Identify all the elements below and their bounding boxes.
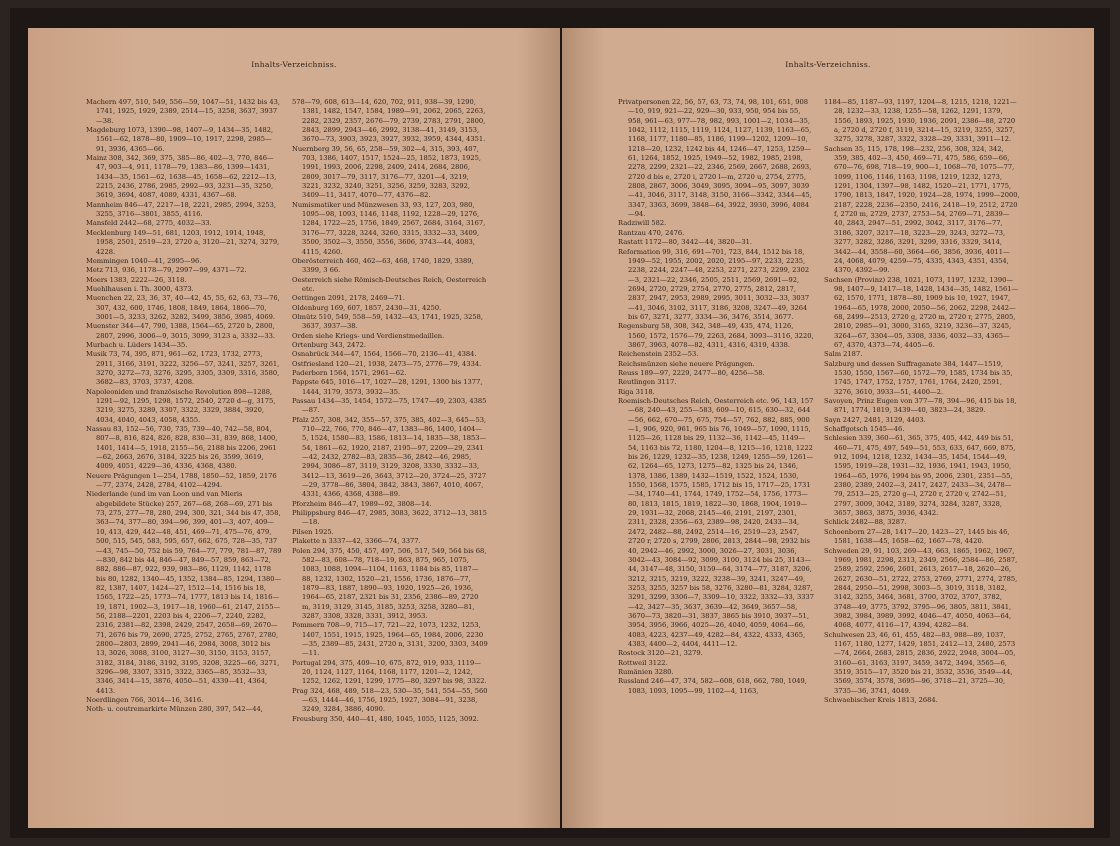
index-entry: Schlesien 339, 360—61, 365, 375, 405, 442, 449 bis 51, 460—71, 475, 497, 549—51, 553, 633, 647, 669, 875, 912, 1094, 1218, 1232, 1434—35, 1454, 1544—49, 1595, 1919—28, 1931—32, 1936, 1941, 1943, 1950, 1964—65, 1976, 1994 bis 95, 2006, 2301, 2351—55, 2380, 2389, 2402—3, 2417, 2427, 2433—34, 2478—79, 2513—25, 2720 g—l, 2720 r, 2720 v, 2742—51, 2797, 3009, 3042, 3189, 3274, 3284, 3287, 3328, 3657, 3863, 3875, 3936, 4342. — [824, 434, 1016, 518]
index-entry: Schulwesen 23, 46, 61, 455, 482—83, 988—89, 1037, 1167, 1180, 1277, 1429, 1851, 2412—13, 2480, 2573—74, 2664, 2683, 2815, 2836, 2922, 2948, 3004—05, 3160—61, 3163, 3197, 3459, 3472, 3494, 3565—6, 3519, 3515—17, 3520 bis 21, 3532, 3536, 3549—44, 3569, 3574, 3578, 3695—96, 3718—21, 3725—30, 3735—36, 3741, 4049. — [824, 630, 1016, 695]
index-entry: Napoleoniden und französische Revolution 898—1288, 1291—92, 1295, 1298, 1572, 2540, 2720 d—g, 3175, 3219, 3275, 3289, 3307, 3322, 3329, 3884, 3920, 4034, 4040, 4043, 4058, 4355. — [86, 387, 276, 424]
index-entry: Olmütz 510, 549, 558—59, 1432—43, 1741, 1925, 3258, 3637, 3937—38. — [292, 312, 484, 331]
right-page-column-1 — [618, 98, 814, 696]
index-entry: Musik 73, 74, 395, 871, 961—62, 1723, 1732, 2773, 2911, 3166, 3191, 3222, 3256—57, 3241, 3257, 3261, 3270, 3272—73, 3276, 3295, 3305, 3309, 3316, 3580, 3682—83, 3703, 3737, 4208. — [86, 350, 280, 387]
index-entry: Passau 1434—35, 1454, 1572—75, 1747—49, 2303, 4385—87. — [292, 397, 487, 415]
index-entry: Reichenstein 2352—53. — [618, 350, 699, 359]
left-page-column-1 — [86, 98, 282, 715]
index-entry: Rastatt 1172—80, 3442—44, 3820—31. — [618, 238, 753, 247]
index-entry: Philippsburg 846—47, 2985, 3083, 3622, 3712—13, 3815—18. — [292, 509, 487, 527]
index-entry: Mannheim 846—47, 2217—18, 2221, 2985, 2994, 3253, 3255, 3716—3801, 3855, 4116. — [86, 200, 276, 219]
index-entry: Metz 713, 936, 1178—79, 2997—99, 4371—72. — [86, 266, 247, 275]
index-entry: Regensburg 58, 308, 342, 348—49, 435, 474, 1126, 1560, 1572, 1576—79, 2263, 2684, 3093—3116, 3220, 3867, 3963, 4078—82, 4311, 4316, 4319, 4338. — [618, 322, 814, 349]
left-page — [28, 28, 560, 828]
index-entry: Niederlande (und im van Loon und van Mieris abgebildete Stücke) 257, 267—68, 268—69, 271 bis 73, 275, 277—78, 280, 294, 300, 321, 344 bis 47, 358, 363—74, 377—80, 394—96, 399, 401—3, 407, 409—10, 413, 429, 442—48, 451, 469—71, 475—76, 479, 500, 515, 545, 583, 595, 657, 662, 675, 728—35, 737—43, 745—50, 752 bis 59, 764—77, 779, 781—87, 789—830, 842 bis 44, 846—47, 849—57, 859, 863—72, 882, 886—87, 922, 939, 983—86, 1129, 1142, 1178 bis 80, 1282, 1340—45, 1352, 1384—85, 1294, 1380—82, 1387, 1407, 1424—27, 1512—14, 1516 bis 18, 1565, 1722—25, 1773—74, 1777, 1813 bis 14, 1816—19, 1871, 1902—3, 1917—18, 1960—61, 2147, 2155—56, 2188—2201, 2203 bis 4, 2206—7, 2240, 2282, 2316, 2381—82, 2398, 2429, 2547, 2658—69, 2670—71, 2676 bis 79, 2690, 2725, 2752, 2765, 2767, 2780, 2800—2803, 2899, 2941—46, 2984, 3008, 3012 bis 13, 3026, 3088, 3100, 3127—30, 3150, 3153, 3157, 3182, 3184, 3186, 3192, 3195, 3208, 3225—66, 3271, 3296—98, 3307, 3315, 3322, 3365—85, 3532—33, 3346, 3414—15, 3876, 4050—51, 4339—41, 4364, 4413. — [86, 490, 282, 695]
index-entry: Noth- u. coutremarkirte Münzen 280, 397, 542—44, — [86, 705, 263, 714]
index-entry: Russland 246—47, 374, 582—608, 618, 662, 780, 1049, 1083, 1093, 1095—99, 1102—4, 1163, — [618, 677, 807, 695]
index-entry: Reichsmünzen siehe neuere Prägungen. — [618, 359, 755, 368]
index-entry: Osnabrück 344—47, 1564, 1566—70, 2136—41, 4384. — [292, 350, 477, 359]
index-entry: Polen 294, 375, 450, 457, 497, 506, 517, 549, 564 bis 68, 582—83, 608—78, 718—19, 863, 875, 965, 1075, 1083, 1088, 1094—1104, 1163, 1184 bis 85, 1187—88, 1232, 1302, 1520—21, 1556, 1736, 1876—77, 1879—83, 1887, 1890—93, 1920, 1925—26, 1936, 1964—65, 2187, 2321 bis 31, 2356, 2386—89, 2720 m, 3119, 3129, 3145, 3185, 3253, 3258, 3280—81, 3287, 3308, 3328, 3331, 3912, 3953. — [292, 546, 487, 620]
index-entry: Muehlhausen i. Th. 3000, 4373. — [86, 284, 194, 293]
index-entry: Orden siehe Kriegs- und Verdienstmedaillen. — [292, 331, 445, 340]
index-entry: Muenchen 22, 23, 36, 37, 40—42, 45, 55, 62, 63, 73—76, 307, 432, 600, 1746, 1808, 1849, 1864, 1866—70, 3001—5, 3233, 3262, 3282, 3499, 3856, 3985, 4069. — [86, 294, 280, 321]
index-entry: Oesterreich siehe Römisch-Deutsches Reich, Oesterreich etc. — [292, 275, 487, 293]
index-entry: Machern 497, 510, 549, 556—59, 1047—51, 1432 bis 43, 1741, 1925, 1929, 2389, 2514—15, 3258, 3637, 3937—38. — [86, 98, 280, 125]
index-entry: Riga 3118. — [618, 387, 655, 396]
index-entry: Savoyen, Prinz Eugen von 377—78, 394—96, 415 bis 18, 871, 1774, 1819, 3439—40, 3823—24, 3829. — [824, 397, 1017, 415]
index-entry: Radziwill 582. — [618, 219, 667, 228]
index-entry: Oldenburg 169, 607, 1857, 2430—31, 4250. — [292, 303, 442, 312]
index-entry: Sayn 2427, 2481, 3129, 4403. — [824, 415, 926, 424]
index-entry: Ortenburg 343, 2472. — [292, 340, 366, 349]
index-entry: Schlick 2482—88, 3287. — [824, 518, 907, 527]
index-entry: Nassau 83, 152—56, 730, 735, 739—40, 742—58, 804, 807—8, 816, 824, 826, 828, 830—31, 839, 868, 1400, 1401, 1414—5, 1918, 2155—56, 2188 bis 2206, 2961—62, 2663, 2676, 3184, 3225 bis 26, 3599, 3619, 4009, 4051, 4229—36, 4336, 4368, 4380. — [86, 425, 278, 471]
index-entry: Numismatiker und Münzwesen 33, 93, 127, 203, 980, 1095—98, 1093, 1146, 1148, 1192, 1228—29, 1276, 1284, 1722—25, 1756, 1849, 2567, 2684, 3164, 3167, 3176—77, 3228, 3244, 3260, 3315, 3332—33, 3409, 3500, 3502—3, 3550, 3556, 3606, 3743—44, 4083, 4115, 4260. — [292, 200, 486, 256]
right-page-column-2 — [824, 98, 1020, 705]
index-entry: Pforzheim 846—47, 1989—92, 3808—14. — [292, 499, 432, 508]
right-page — [562, 28, 1094, 828]
index-entry: Oberösterreich 460, 462—63, 468, 1740, 1829, 3389, 3399, 3 66. — [292, 256, 474, 275]
index-entry: Reformation 99, 316, 691—701, 723, 844, 1512 bis 18, 1949—52, 1955, 2002, 2020, 2195—97, 2233, 2235, 2238, 2244, 2247—48, 2253, 2271, 2273, 2299, 2302—3, 2321—22, 2346, 2505, 2511, 2569, 2691—92, 2694, 2720, 2729, 2754, 2770, 2775, 2812, 2817, 2837, 2947, 2953, 2989, 2995, 3011, 3032—33, 3037—41, 3046, 3102, 3117, 3186, 3208, 3247—49, 3264 bis 67, 3271, 3277, 3334—36, 3476, 3514, 3677. — [618, 247, 810, 321]
index-entry: Salm 2187. — [824, 350, 863, 359]
index-entry: Schwaebischer Kreis 1813, 2684. — [824, 696, 938, 704]
index-entry: Mecklenburg 149—51, 681, 1203, 1912, 1914, 1948, 1958, 2501, 2519—23, 2720 a, 3120—21, 3274, 3279, 4228. — [86, 228, 280, 256]
index-entry: Sachsen (Provinz) 238, 1021, 1073, 1197, 1232, 1390—98, 1407—9, 1417—18, 1428, 1434—35, 1482, 1561—62, 1570, 1771, 1878—80, 1909 bis 10, 1927, 1947, 1964—65, 1978, 2000, 2050—56, 2062, 2298, 2442—68, 2499—2513, 2720 g, 2720 m, 2720 r, 2775, 2805, 2810, 2985—91, 3000, 3165, 3219, 3236—37, 3245, 3264—67, 3304—05, 3308, 3336, 4032—33, 4365—67, 4370, 4373—74, 4405—6. — [824, 275, 1019, 349]
index-entry: Sachsen 35, 115, 178, 198—232, 256, 308, 324, 342, 359, 385, 402—3, 450, 469—71, 475, 586, 659—66, 670—76, 698, 718—19, 900—1, 1068—70, 1075—77, 1099, 1106, 1146, 1163, 1198, 1219, 1232, 1273, 1291, 1304, 1397—98, 1482, 1520—21, 1771, 1775, 1790, 1813, 1847, 1920, 1924—28, 1974, 1999—2000, 2187, 2228, 2236—2350, 2416, 2418—19, 2512, 2720 f, 2720 m, 2729, 2737, 2753—54, 2769—71, 2839—40, 2843, 2947—51, 2992, 3042, 3117, 3176—77, 3186, 3207, 3217—18, 3223—29, 3243, 3272—73, 3277, 3282, 3286, 3291, 3299, 3316, 3329, 3414, 3442—44, 3558—60, 3664—66, 3856, 3936, 4011—24, 4068, 4079, 4259—75, 4335, 4343, 4351, 4354, 4370, 4392—99. — [824, 144, 1020, 275]
index-entry: Reuss 189—97, 2229, 2477—80, 4256—58. — [618, 368, 765, 377]
index-entry: 1184—85, 1187—93, 1197, 1204—8, 1215, 1218, 1221—28, 1232—33, 1238, 1255—58, 1262, 1291, 1379, 1556, 1893, 1925, 1930, 1936, 2091, 2386—88, 2720 a, 2720 d, 2720 f, 3119, 3214—15, 3219, 3255, 3257, 3275, 3278, 3287, 3322, 3328—29, 3331, 3911—12. — [824, 98, 1017, 144]
index-entry: Mansfeld 2442—68, 2775, 4032—33. — [86, 219, 212, 228]
index-entry: Plakette n 3337—42, 3366—74, 3377. — [292, 537, 421, 546]
index-entry: 578—79, 608, 613—14, 620, 702, 911, 938—39, 1290, 1381, 1482, 1547, 1584, 1989—91, 2062, 2065, 2263, 2282, 2329, 2357, 2676—79, 2739, 2783, 2791, 2800, 2843, 2899, 2943—46, 2992, 3138—41, 3149, 3153, 3670—73, 3903, 3923, 3927, 3932, 3959, 4344, 4351. — [292, 98, 486, 144]
index-entry: Muenster 344—47, 790, 1388, 1564—65, 2720 b, 2800, 2807, 2996, 3006—9, 3015, 3099, 3123 a, 3332—33. — [86, 322, 276, 340]
index-entry: Magdeburg 1073, 1390—98, 1407—9, 1434—35, 1482, 1561—62, 1878—80, 1909—10, 1917, 2298, 2985—91, 3936, 4365—66. — [86, 126, 274, 153]
index-entry: Schoenborn 27—28, 1417—20, 1423—27, 1445 bis 46, 1581, 1638—45, 1658—62, 1667—78, 4420. — [824, 527, 1010, 546]
index-entry: Memmingen 1040—41, 2995—96. — [86, 256, 202, 265]
index-entry: Pommern 708—9, 715—17, 721—22, 1073, 1232, 1253, 1407, 1551, 1915, 1925, 1964—65, 1984, 2006, 2230—35, 2389—85, 2431, 2720 n, 3131, 3200, 3303, 3409—11. — [292, 621, 488, 658]
index-entry: Schaffgotsch 1545—46. — [824, 425, 905, 434]
index-entry: Rantzau 470, 2476. — [618, 228, 685, 237]
index-entry: Freusburg 350, 440—41, 480, 1045, 1055, 1125, 3092. — [292, 714, 479, 723]
index-entry: Portugal 294, 375, 409—10, 675, 872, 919, 933, 1119—20, 1124, 1127, 1164, 1168, 1177, 1201—2, 1242, 1252, 1262, 1291, 1299, 1775—80, 3297 bis 98, 3322. — [292, 658, 487, 686]
index-entry: Mainz 308, 342, 369, 375, 385—86, 402—3, 770, 846—47, 903—4, 911, 1178—79, 1383—86, 1399—1431, 1434—35, 1561—62, 1638—45, 1658—62, 2212—13, 2215, 2436, 2786, 2985, 2992—93, 3231—35, 3250, 3619, 3694, 4087, 4089, 4331, 4367—68. — [86, 154, 277, 200]
book-spread — [10, 8, 1110, 838]
index-entry: Schweden 29, 91, 103, 269—43, 663, 1865, 1962, 1967, 1969, 1981, 2298, 2313, 2349, 2566, 2584—86, 2587, 2589, 2592, 2596, 2601, 2613, 2617—18, 2620—26, 2627, 2630—51, 2722, 2753, 2769, 2771, 2774, 2785, 2844, 2950—51, 2998, 3003—5, 3019, 3118, 3182, 3142, 3255, 3464, 3681, 3700, 3702, 3707, 3782, 3748—49, 3775, 3792, 3795—96, 3805, 3811, 3841, 3982, 3984, 3989, 3992, 4046—47, 4050, 4063—64, 4068, 4077, 4116—17, 4394, 4282—84. — [824, 546, 1018, 630]
index-entry: Salzburg und dessen Suffraganate 384, 1447—1519, 1530, 1550, 1567—60, 1572—79, 1585, 1734 bis 35, 1745, 1747, 1752, 1757, 1761, 1764, 2420, 2591, 3276, 3610, 3933—51, 4400—2. — [824, 359, 1013, 396]
index-entry: Roemisch-Deutsches Reich, Oesterreich etc. 96, 143, 157—68, 240—43, 255—583, 609—10, 615, 630—32, 644—56, 662, 670—75, 675, 754—57, 762, 882, 885, 900—1, 906, 920, 961, 965 bis 76, 1049—57, 1090, 1115, 1125—26, 1128 bis 29, 1132—36, 1142—45, 1149—54, 1163 bis 72, 1180, 1204—8, 1215—16, 1218, 1222 bis 26, 1229, 1232—35, 1238, 1249, 1255—59, 1261—62, 1264—65, 1273, 1275—82, 1325 bis 24, 1346, 1378, 1386, 1389, 1432—1519, 1522, 1524, 1530, 1550, 1568, 1575, 1585, 1712 bis 15, 1717—25, 1731—34, 1740—41, 1744, 1749, 1752—54, 1756, 1773—80, 1813, 1815, 1819, 1822—30, 1868, 1904, 1919—29, 1931—32, 2068, 2145—46, 2191, 2197, 2301, 2311, 2328, 2356—63, 2389—98, 2420, 2433—34, 2472, 2482—88, 2492, 2514—16, 2519—23, 2547, 2720 r, 2720 s, 2799, 2806, 2813, 2844—98, 2932 bis 40, 2942—46, 2992, 3000, 3026—27, 3031, 3036, 3042—43, 3084—92, 3099, 3100, 3124 bis 25, 3143—44, 3147—48, 3150, 3159—64, 3174—77, 3187, 3206, 3212, 3215, 3219, 3222, 3238—39, 3241, 3247—49, 3253, 3255, 3257 bis 58, 3276, 3280—81, 3284, 3287, 3291, 3299, 3306—7, 3309—10, 3322, 3332—33, 3337—42, 3427—35, 3637, 3639—42, 3649, 3657—58, 3670—73, 3820—31, 3837, 3865 bis 3910, 3937—51, 3954, 3956, 3966, 4025—26, 4040, 4059, 4064—66, 4083, 4223, 4237—49, 4282—84, 4322, 4333, 4365, 4383, 4400—2, 4404, 4411—12. — [618, 397, 814, 648]
index-entry: Noerdlingen 766, 3014—16, 3416. — [86, 696, 204, 704]
index-entry: Prag 324, 468, 489, 518—23, 530—35, 541, 554—55, 560—63, 1444—46, 1756, 1925, 1927, 3084—91, 3238, 3249, 3284, 3886, 4090. — [292, 686, 488, 714]
index-entry: Oettingen 2091, 2178, 2469—71. — [292, 294, 405, 303]
index-entry: Pfalz 257, 308, 342, 355—57, 375, 385, 402—3, 645—53, 710—22, 766, 770, 846—47, 1383—86, 1400, 1404—5, 1524, 1580—83, 1586, 1813—14, 1835—38, 1853—54, 1861—62, 1920, 2187, 2195—97, 2209—29, 2341—42, 2432, 2782—83, 2835—36, 2842—46, 2985, 2994, 3086—87, 3119, 3129, 3208, 3330, 3332—33, 3412—13, 3619—26, 3643, 3712—20, 3724—25, 3727—29, 3778—86, 3804, 3842, 3843, 3867, 4010, 4067, 4331, 4366, 4368, 4388—89. — [292, 415, 487, 499]
index-entry: Pilsen 1925. — [292, 527, 334, 536]
index-entry: Pappste 645, 1016—17, 1027—28, 1291, 1300 bis 1377, 1444, 3179, 3573, 3932—35. — [292, 378, 483, 396]
index-entry: Privatpersonen 22, 56, 57, 63, 73, 74, 98, 101, 651, 908—10, 919, 921—22, 929—30, 933, 950, 954 bis 55, 958, 961—63, 977—78, 982, 993, 1001—2, 1034—35, 1042, 1112, 1115, 1119, 1124, 1127, 1139, 1163—65, 1168, 1177, 1180—85, 1186, 1199—1202, 1209—10, 1218—20, 1232, 1242 bis 44, 1246—47, 1253, 1259—61, 1264, 1852, 1925, 1949—52, 1982, 1985, 2198, 2278, 2299, 2321—22, 2346, 2569, 2667, 2688, 2693, 2720 d bis e, 2720 i, 2720 l—m, 2720 u, 2754, 2775, 2808, 2867, 3006, 3049, 3095, 3094—95, 3097, 3039—41, 3046, 3117, 3148, 3150, 3166—3342, 3344—45, 3347, 3363, 3699, 3848—64, 3922, 3930, 3996, 4084—94. — [618, 98, 812, 219]
index-entry: Reutlingen 3117. — [618, 378, 677, 387]
index-entry: Rottweil 3122. — [618, 658, 668, 667]
index-entry: Rostock 3120—21, 3279. — [618, 649, 703, 658]
index-entry: Nuernberg 39, 56, 65, 258—59, 302—4, 315, 393, 407, 703, 1386, 1407, 1517, 1524—25, 1852, 1873, 1925, 1991, 1993, 2006, 2298, 2409, 2414, 2684, 2806, 2809, 3017—79, 3117, 3176—77, 3201—4, 3219, 3221, 3232, 3240, 3251, 3256, 3259, 3283, 3292, 3409—11, 3417, 4070—77, 4376—82. — [292, 144, 481, 200]
index-entry: Ostfriesland 120—21, 1938, 2473—75, 2776—79, 4334. — [292, 359, 482, 368]
index-entry: Rumänien 3280. — [618, 667, 674, 676]
running-header-right: Inhalts-Verzeichniss. — [785, 60, 871, 69]
left-page-column-2 — [292, 98, 488, 724]
index-entry: Paderborn 1564, 1571, 2961—62. — [292, 368, 407, 377]
index-entry: Neuere Prägungen 1—254, 1788, 1850—52, 1859, 2176—77, 2374, 2428, 2784, 4102—4294. — [86, 471, 277, 490]
running-header-left: Inhalts-Verzeichniss. — [251, 60, 337, 69]
index-entry: Murbach u. Lüders 1434—35. — [86, 340, 188, 349]
index-entry: Moers 1383, 2222—26, 3118. — [86, 275, 187, 284]
